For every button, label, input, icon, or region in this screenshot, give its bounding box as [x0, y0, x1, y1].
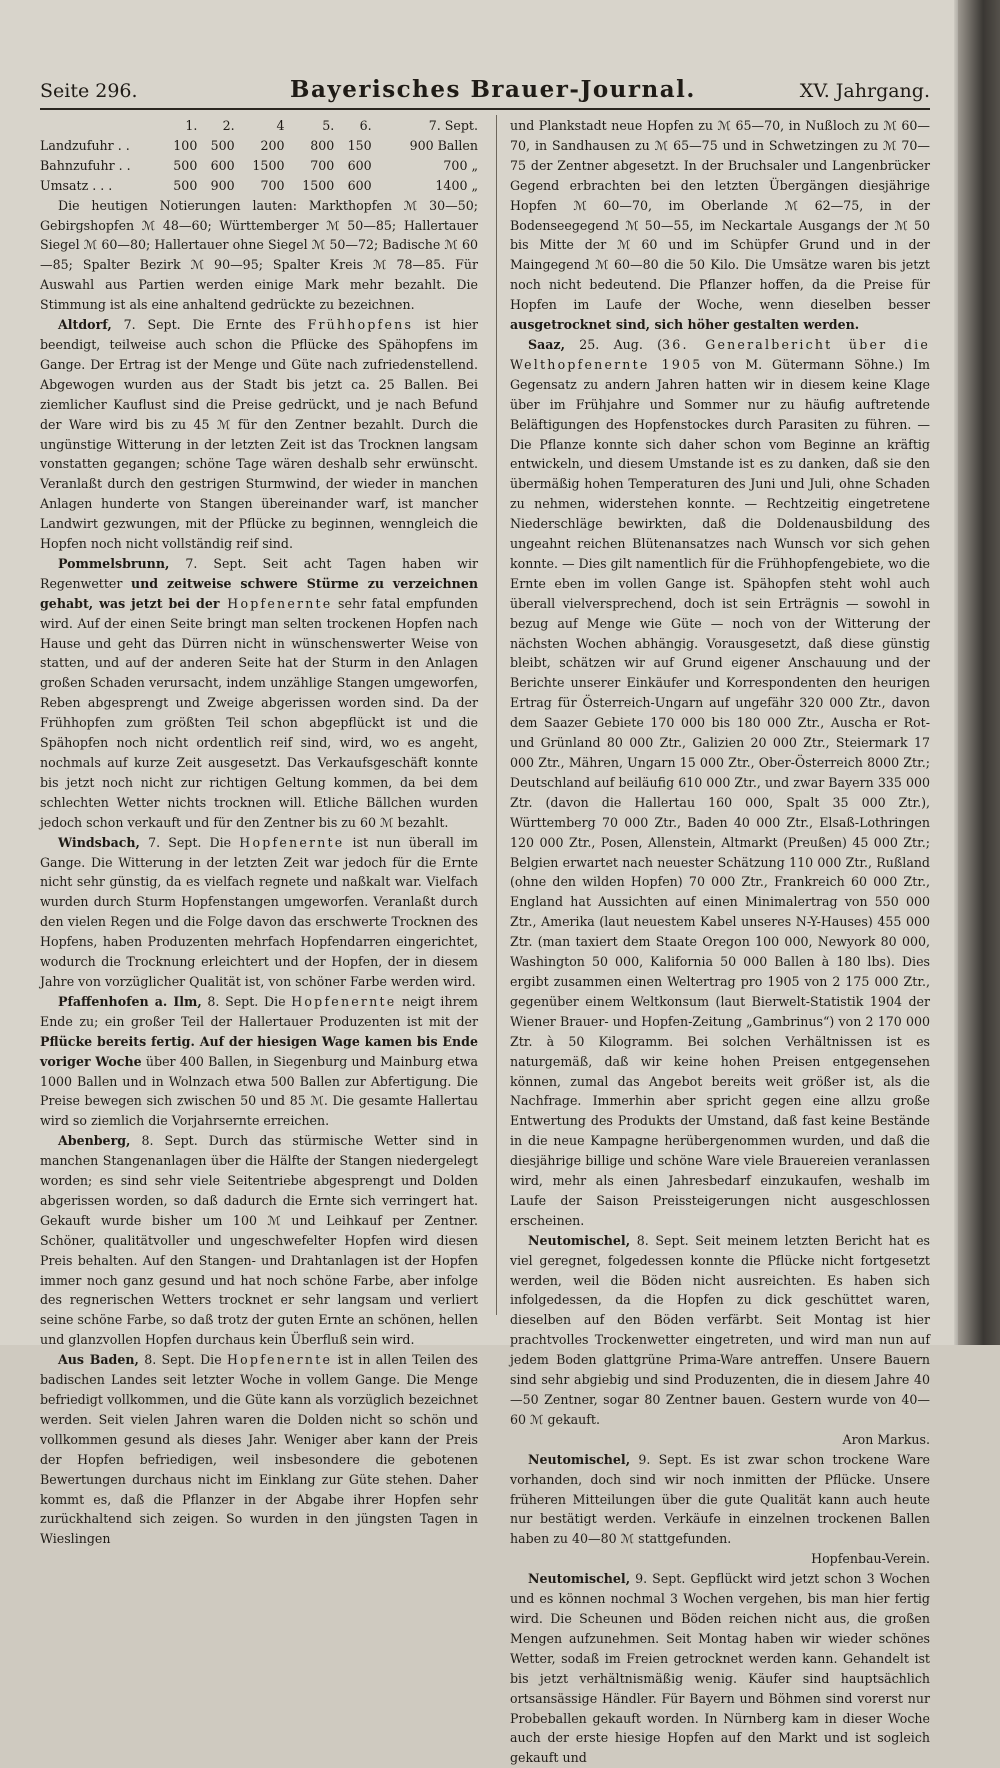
table-header-cell: 1. [185, 118, 198, 133]
table-cell: 500 [173, 157, 198, 173]
article-text: Die Ernte des [180, 317, 308, 333]
article-text: sehr fatal empfunden wird. Auf der einen Seite bringt man selten trockenen Hopfen nach Hause und geht das Dürren nicht in wünschenswerter Weise von statten, und auf der anderen Seite hat der Sturm in den Anlagen großen Schaden verursacht, indem unzählige Stangen umgeworfen, Reben abgesprengt und Zweige abgerissen worden sind. Da der Frühhopfen zum größten Teil schon abgepflückt ist und die Spähopfen noch nicht ordentlich reif sind, wird, wo es angeht, nochmals auf kurze Zeit ausgesetzt. Das Verkaufsgeschäft konnte bis jetzt noch nicht zur richtigen Geltung kommen, da bei dem schlechten Wetter nichts trocknen will. Etliche Bällchen wurden jedoch schon verkauft und für den Zentner bis zu 60 ℳ bezahlt. [40, 595, 478, 830]
article-text: Durch das stürmische Wetter sind in manchen Stangenanlagen über die Hälfte der Stangen niedergelegt worden; es sind sehr viele Seitentriebe abgesprengt und Dolden abgerissen worden, so daß dadurch die Ernte sich verringert hat. Gekauft wurde bisher um 100 ℳ und Leihkauf per Zentner. Schöner, qualitätvoller und ungeschwefelter Hopfen wird diesen Preis behalten. Auf den Stangen- und Drahtanlagen ist der Hopfen immer noch ganz gesund und hat noch schöne Farbe, aber infolge des regnerischen Wetters trocknet er sehr langsam und verliert seine schöne Farbe, so daß trotz der guten Ernte an schönen, hellen und glanzvollen Hopfen durchaus kein Überfluß sein wird. [40, 1133, 478, 1348]
article-text: ist hier beendigt, teilweise auch schon die Pflücke des Spähopfens im Gange. Der Ertrag ist der Menge und Güte nach zufriedenstellend. Abgewogen wurden aus der Stadt bis jetzt ca. 25 Ballen. Bei ziemlicher Kauflust sind die Preise gedrückt, und je nach Befund der Ware wird bis zu 45 ℳ für den Zentner bezahlt. Durch die ungünstige Witterung in der letzten Zeit ist das Trocknen langsam vonstatten gegangen; schöne Tage wären deshalb sehr erwünscht. Veranlaßt durch den gestrigen Sturmwind, der wieder in manchen Anlagen hunderte von Stangen übereinander warf, ist mancher Landwirt gezwungen, mit der Pflücke zu beginnen, wenngleich die Hopfen noch nicht vollständig reif sind. [40, 317, 478, 552]
table-header-cell: 5. [322, 118, 335, 133]
bold-text: ausgetrocknet sind, sich höher gestalten werden. [510, 317, 860, 333]
article-text: und Plankstadt neue Hopfen zu ℳ 65—70, in Nußloch zu ℳ 60—70, in Sandhausen zu ℳ 65—75 und in Schwetzingen zu ℳ 70—75 der Zentner abgesetzt. In der Bruchsaler und Langenbrücker Gegend erbrachten bei den letzten Übergängen diesjährige Hopfen ℳ 60—70, im Oberlande ℳ 62—75, in der Bodenseegegend ℳ 50—55, im Neckartale Ausgangs der ℳ 50 bis Mitte der ℳ 60 und im Schüpfer Grund und in der Maingegend ℳ 60—80 die 50 Kilo. Die Umsätze waren bis jetzt noch nicht bedeutend. Die Pflanzer hoffen, da die Preise für Hopfen im Laufe der Woche, wenn dieselben besser [510, 118, 930, 313]
volume-label: XV. Jahrgang. [799, 80, 930, 102]
article-aus-baden [40, 1350, 478, 1549]
table-header-row [40, 116, 478, 136]
article-date: 8. Sept. [630, 1232, 689, 1248]
table-row [40, 156, 478, 176]
article-date: 7. Sept. [111, 317, 181, 333]
article-text: über 400 Ballen, in Siegenburg und Mainburg etwa 1000 Ballen und in Wolnzach etwa 500 Ballen zur Abfertigung. Die Preise bewegen sich zwischen 50 und 85 ℳ. Die gesamte Hallertau wird so ziemlich die Vorjahrsernte erreichen. [40, 1053, 479, 1129]
place-name: Altdorf, [58, 317, 112, 333]
header-rule [40, 108, 930, 110]
table-cell: 200 [260, 137, 285, 153]
article-abenberg [40, 1131, 478, 1350]
page-number: Seite 296. [40, 80, 138, 102]
table-cell: 1500 [302, 177, 335, 193]
article-date: 8. Sept. [130, 1133, 198, 1149]
row-label: Landzufuhr . . [40, 137, 130, 153]
table-cell: 1400 „ [435, 177, 478, 193]
column-rule [496, 115, 497, 1315]
article-altdorf [40, 315, 478, 554]
table-cell: 1500 [252, 157, 285, 173]
place-name: Neutomischel, [528, 1571, 631, 1587]
journal-title: Bayerisches Brauer-Journal. [290, 76, 696, 103]
place-name: Neutomischel, [528, 1451, 631, 1467]
row-label: Umsatz . . . [40, 177, 113, 193]
article-date: 7. Sept. [139, 834, 202, 850]
place-name: Abenberg, [58, 1133, 131, 1149]
spaced-term: Hopfenernte [219, 595, 333, 611]
table-header-cell: 2. [222, 118, 235, 133]
place-name: Pfaffenhofen a. Ilm, [58, 993, 202, 1009]
article-date: 9. Sept. [630, 1571, 686, 1587]
article-neutomischel-3 [510, 1569, 930, 1768]
table-cell: 100 [173, 137, 198, 153]
table-cell: 900 Ballen [409, 137, 478, 153]
table-cell: 900 [210, 177, 235, 193]
table-cell: 800 [310, 137, 335, 153]
row-label: Bahnzufuhr . . [40, 157, 131, 173]
left-column [40, 116, 479, 1547]
table-cell: 600 [210, 157, 235, 173]
spaced-term: Hopfenernte [291, 993, 397, 1009]
article-saaz [510, 335, 930, 1231]
spaced-term: 36. Generalbericht über die Welthopfenernte 1905 [510, 336, 931, 372]
article-text: Es ist zwar schon trockene Ware vorhanden, doch sind wir noch inmitten der Pflücke. Unsere früheren Mitteilungen über die gute Qualität kann auch heute nur bestätigt werden. Verkäufe in einzelnen trockenen Ballen haben zu 40—80 ℳ stattgefunden. [510, 1451, 931, 1547]
table-cell: 700 „ [443, 157, 478, 173]
spaced-term: Hopfenernte [226, 1352, 333, 1368]
table-header-cell: 6. [359, 118, 372, 133]
article-date: 8. Sept. [201, 993, 259, 1009]
article-pfaffenhofen [40, 992, 478, 1131]
article-windsbach [40, 833, 478, 992]
place-name: Aus Baden, [58, 1352, 139, 1368]
table-cell: 600 [347, 157, 372, 173]
page-edge [958, 0, 1000, 1345]
bold-text: und zeitweise schwere Stürme zu verzeichnen gehabt, was jetzt bei der [40, 575, 478, 611]
article-date: 9. Sept. [630, 1451, 692, 1467]
place-name: Neutomischel, [528, 1232, 631, 1248]
bold-text: Pflücke bereits fertig. Auf der hiesigen Wage kamen bis Ende voriger Woche [40, 1033, 478, 1069]
article-text: von M. Gütermann Söhne.) Im Gegensatz zu andern Jahren hatten wir in diesem keine Klage über im Frühjahre und Sommer nur zu häufig auftretende Beläftigungen des Hopfenstockes durch Parasiten zu führen. — Die Pflanze konnte sich daher schon vom Beginne an kräftig entwickeln, und diesem Umstande ist es zu danken, daß sie den übermäßig hohen Temperaturen des Juni und Juli, ohne Schaden zu nehmen, widerstehen konnte. — Rechtzeitig eingetretene Niederschläge bewirkten, daß die Doldenausbildung des ungeahnt reichen Blütenansatzes nach Wunsch vor sich gehen konnte. — Dies gilt namentlich für die Frühhopfengebiete, wo die Ernte eben im vollen Gange ist. Spähopfen steht wohl auch überall vielversprechend, doch ist sein Erträgnis — sowohl in bezug auf Menge wie Güte — noch von der Witterung der nächsten Wochen abhängig. Vorausgesetzt, daß diese günstig bleibt, schätzen wir auf Grund eigener Anschauung und der Berichte unserer Einkäufer und Korrespondenten den heurigen Ertrag für Österreich-Ungarn auf ungefähr 320 000 Ztr., davon dem Saazer Gebiete 170 000 bis 180 000 Ztr., Auscha er Rot- und Grünland 80 000 Ztr., Galizien 20 000 Ztr., Steiermark 17 000 Ztr., Mähren, Ungarn 15 000 Ztr., Ober-Österreich 8000 Ztr.; Deutschland auf beiläufig 610 000 Ztr., und zwar Bayern 335 000 Ztr. (davon die Hallertau 160 000, Spalt 35 000 Ztr.), Württemberg 70 000 Ztr., Baden 40 000 Ztr., Elsaß-Lothringen 120 000 Ztr., Posen, Allenstein, Altmarkt (Preußen) 45 000 Ztr.; Belgien erwartet nach neuester Schätzung 110 000 Ztr., Rußland (ohne den wilden Hopfen) 70 000 Ztr., Frankreich 60 000 Ztr., England hat Aussichten auf einen Minimalertrag von 550 000 Ztr., Amerika (laut neuestem Kabel unseres N-Y-Hauses) 455 000 Ztr. (man taxiert dem Staate Oregon 100 000, Newyork 80 000, Washington 50 000, Kalifornia 50 000 Ballen à 180 lbs). Dies ergibt zusammen einen Weltertrag pro 1905 von 2 175 000 Ztr., gegenüber einem Weltkonsum (laut Bierwelt-Statistik 1904 der Wiener Brauer- und Hopfen-Zeitung „Gambrinus“) von 2 170 000 Ztr. à 50 Kilogramm. Bei solchen Verhältnissen ist es naturgemäß, daß wir keine hohen Preisen entgegensehen können, zumal das Angebot bereits weit größer ist, als die Nachfrage. Immerhin aber spricht gegen eine allzu große Entwertung des Produkts der Umstand, daß fast keine Bestände in die neue Kampagne herübergenommen wurden, und daß die diesjährige billige und schöne Ware viele Brauereien veranlassen wird, mehr als einen Jahresbedarf einzukaufen, weshalb im Laufe der Saison Preissteigerungen nicht ausgeschlossen erscheinen. [510, 356, 930, 1228]
article-date: 7. Sept. [169, 555, 247, 571]
table-header-cell: 7. Sept. [428, 118, 478, 133]
table-cell: 700 [310, 157, 335, 173]
place-name: Windsbach, [58, 834, 140, 850]
article-text: Die [201, 834, 240, 850]
spaced-term: Hopfenernte [239, 834, 345, 850]
table-cell: 500 [210, 137, 235, 153]
article-text: Gepflückt wird jetzt schon 3 Wochen und es können nochmal 3 Wochen vergehen, bis man hier fertig wird. Die Scheunen und Böden reichen nicht aus, die großen Mengen aufzunehmen. Seit Montag haben wir wieder schönes Wetter, sodaß im Freien getrocknet werden kann. Gehandelt ist bis jetzt verhältnismäßig wenig. Käufer sind hauptsächlich ortsansässige Händler. Für Bayern und Böhmen sind vorerst nur Probeballen gekauft worden. In Nürnberg kam in dieser Woche auch der erste hiesige Hopfen auf den Markt und ist sogleich gekauft und [510, 1571, 930, 1766]
table-row [40, 136, 478, 156]
place-name: Saaz, [528, 336, 565, 352]
right-column [510, 116, 931, 1766]
table-cell: 600 [347, 177, 372, 193]
article-text: ist nun überall im Gange. Die Witterung in der letzten Zeit war jedoch für die Ernte nicht sehr günstig, da es vielfach regnete und naßkalt war. Vielfach wurden durch Sturm Hopfenstangen umgeworfen. Veranlaßt durch den vielen Regen und die Folge davon das erschwerte Trocknen des Hopfens, haben Produzenten mehrfach Hopfendarren eingerichtet, wodurch die Trocknung erleichtert und der Hopfen, der in diesem Jahre von vorzüglicher Qualität ist, von schöner Farbe werden wird. [40, 834, 478, 989]
market-prices-paragraph: Die heutigen Notierungen lauten: Markthopfen ℳ 30—50; Gebirgshopfen ℳ 48—60; Württemberger ℳ 50—85; Hallertauer Siegel ℳ 60—80; Hallertauer ohne Siegel ℳ 50—72; Badische ℳ 60—85; Spalter Bezirk ℳ 90—95; Spalter Kreis ℳ 78—85. Für Auswahl aus Partien werden einige Mark mehr bezahlt. Die Stimmung ist als eine anhaltend gedrückte zu bezeichnen. [40, 197, 478, 313]
article-text: Seit acht Tagen haben wir Regenwetter [40, 555, 478, 591]
spaced-term: Frühhopfens [307, 317, 414, 333]
continued-paragraph [510, 116, 930, 335]
article-text: ist in allen Teilen des badischen Landes seit letzter Woche in vollem Gange. Die Menge befriedigt vollkommen, und die Güte kann als vorzüglich bezeichnet werden. Seit vielen Jahren waren die Dolden nicht so schön und vollkommen gesund als dieses Jahr. Weniger aber kann der Preis der Hopfen befriedigen, weil insbesondere die gebotenen Bewertungen durchaus nicht im Einklang zur Güte stehen. Daher kommt es, daß die Pflanzer in der Abgabe ihrer Hopfen sehr zurückhaltend sich zeigen. So wurden in den jüngsten Tagen in Wieslingen [40, 1352, 478, 1547]
article-text: ( [642, 336, 663, 352]
signature: Aron Markus. [842, 1431, 930, 1447]
article-date: 8. Sept. [138, 1352, 195, 1368]
article-date: 25. Aug. [564, 336, 643, 352]
article-text: Die [194, 1352, 227, 1368]
article-text: Die [258, 993, 292, 1009]
place-name: Pommelsbrunn, [58, 555, 170, 571]
article-text: neigt ihrem Ende zu; ein großer Teil der Hallertauer Produzenten ist mit der [40, 993, 478, 1029]
article-neutomischel-2 [510, 1450, 930, 1550]
table-header-cell: 4 [276, 118, 285, 133]
table-cell: 700 [260, 177, 285, 193]
article-pommelsbrunn [40, 554, 478, 833]
page-header [40, 76, 930, 110]
table-cell: 150 [347, 137, 372, 153]
article-neutomischel-1 [510, 1231, 930, 1430]
hop-supply-table [40, 116, 478, 196]
signature: Hopfenbau-Verein. [811, 1551, 930, 1567]
article-text: Seit meinem letzten Bericht hat es viel geregnet, folgedessen konnte die Pflücke nicht fortgesetzt werden, weil die Böden nicht ausreichten. Es haben sich infolgedessen, da die Hopfen zu dick geschüttet waren, dieselben auf den Böden verfärbt. Seit Montag ist hier prachtvolles Trockenwetter eingetreten, und wird man nun auf jedem Boden glattgrüne Prima-Ware antreffen. Unsere Bauern sind sehr abgiebig und sind Produzenten, die in diesem Jahre 40—50 Zentner, sogar 80 Zentner bauen. Gestern wurde von 40—60 ℳ gekauft. [510, 1232, 931, 1427]
table-row [40, 176, 478, 196]
table-cell: 500 [173, 177, 198, 193]
